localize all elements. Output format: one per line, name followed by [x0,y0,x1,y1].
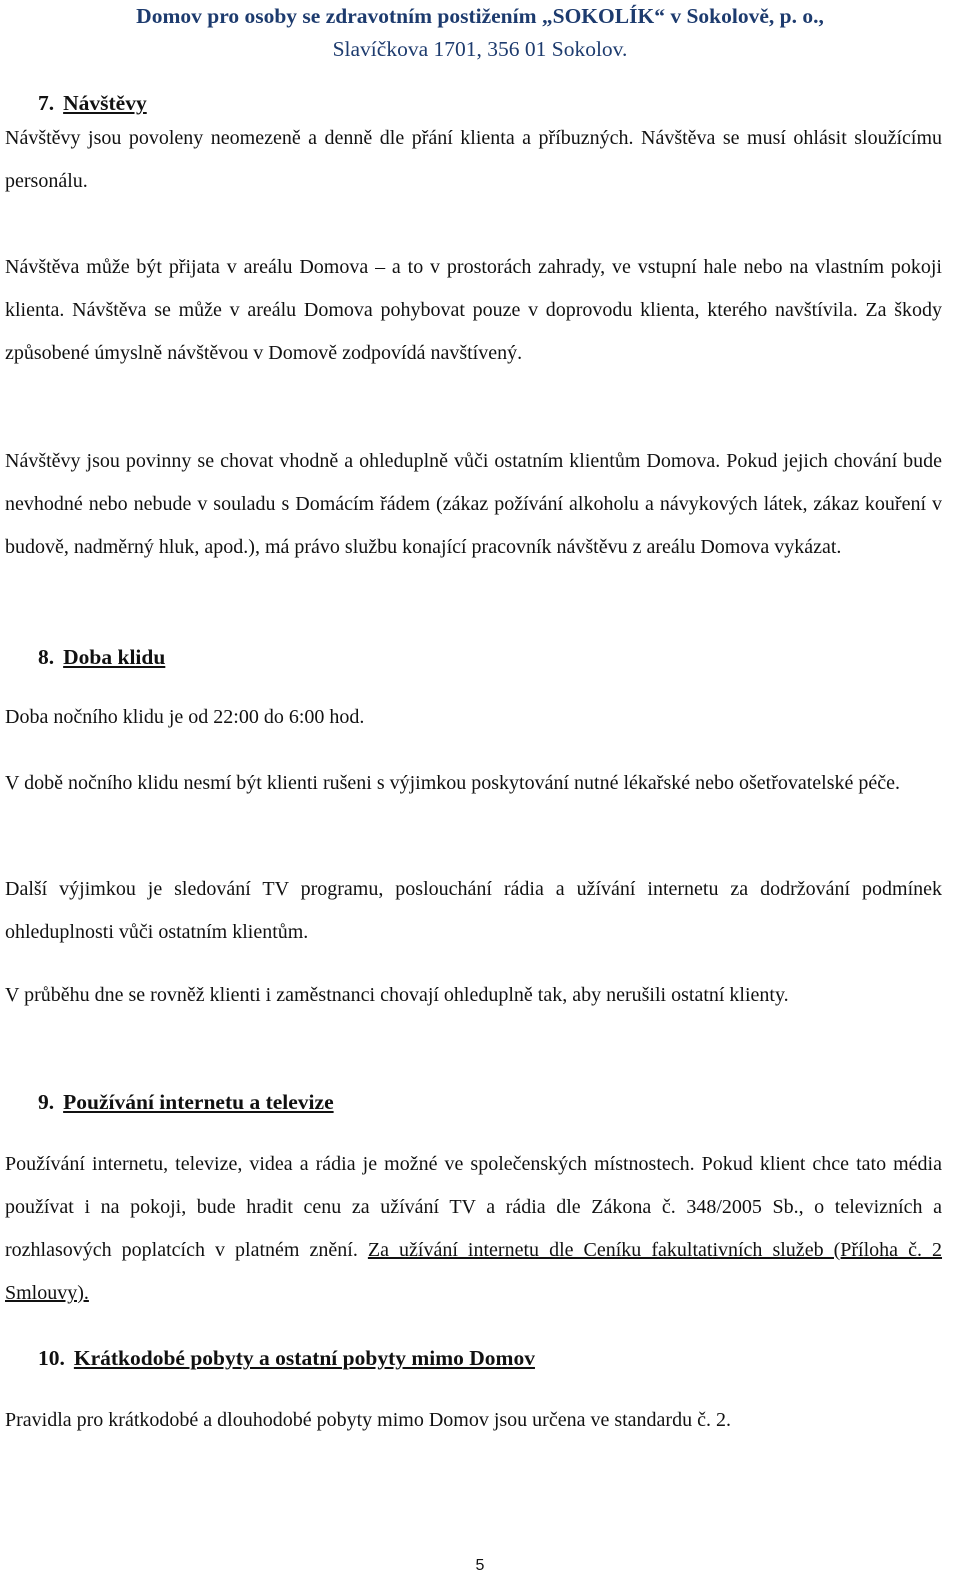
section-9-paragraph-1 [5,1143,942,1315]
document-header [0,0,960,66]
section-9-internet-note: Za užívání internetu dle Ceníku fakultativních služeb (Příloha č. 2 Smlouvy). [5,1239,943,1304]
section-7-heading [38,88,147,118]
section-10-paragraph-1: Pravidla pro krátkodobé a dlouhodobé pobyty mimo Domov jsou určena ve standardu č. 2. [5,1409,731,1431]
section-9-number: 9. [38,1090,55,1114]
section-7-paragraph-2: Návštěva může být přijata v areálu Domova – a to v prostorách zahrady, ve vstupní hale nebo na vlastním pokoji klienta. Návštěva se může v areálu Domova pohybovat pouze v doprovodu klienta, kterého navštívila. Za škody způsobené úmyslně návštěvou v Domově zodpovídá navštívený. [5,256,942,364]
section-7-paragraph-3: Návštěvy jsou povinny se chovat vhodně a ohleduplně vůči ostatním klientům Domova. Pokud jejich chování bude nevhodné nebo nebude v souladu s Domácím řádem (zákaz požívání alkoholu a návykových látek, zákaz kouření v budově, nadměrný hluk, apod.), má právo službu konající pracovník návštěvu z areálu Domova vykázat. [5,450,942,558]
section-8-paragraph-2: V době nočního klidu nesmí být klienti rušeni s výjimkou poskytování nutné lékařské nebo ošetřovatelské péče. [5,772,901,794]
section-8-number: 8. [38,645,55,669]
section-8-title: Doba klidu [63,645,166,669]
section-9-heading [38,1087,334,1117]
section-8-paragraph-1: Doba nočního klidu je od 22:00 do 6:00 hod. [5,706,365,728]
section-9-title: Používání internetu a televize [63,1090,334,1114]
section-10-heading [38,1343,535,1373]
page-number: 5 [475,1557,485,1574]
section-10-title: Krátkodobé pobyty a ostatní pobyty mimo Domov [73,1346,535,1370]
section-8-paragraph-3: Další výjimkou je sledování TV programu, poslouchání rádia a užívání internetu za dodržování podmínek ohleduplnosti vůči ostatním klientům. [5,878,942,943]
section-9-text: Používání internetu, televize, videa a rádia je možné ve společenských místnostech. Pokud klient chce tato média používat i na pokoji, bude hradit cenu za užívání TV a rádia dle Zákona č. 348/2005 Sb., o televizních a rozhlasových poplatcích v platném znění. [5,1153,942,1261]
section-8-paragraph-4: V průběhu dne se rovněž klienti i zaměstnanci chovají ohleduplně tak, aby nerušili ostatní klienty. [5,984,789,1006]
section-7-title: Návštěvy [63,91,147,115]
section-7-number: 7. [38,91,55,115]
section-10-number: 10. [38,1346,65,1370]
section-8-heading [38,642,165,672]
section-7-paragraph-1: Návštěvy jsou povoleny neomezeně a denně dle přání klienta a příbuzných. Návštěva se musí ohlásit sloužícímu personálu. [5,127,942,192]
header-organization: Domov pro osoby se zdravotním postižením „SOKOLÍK“ v Sokolově, p. o., [136,4,824,28]
header-address: Slavíčkova 1701, 356 01 Sokolov. [332,37,628,61]
